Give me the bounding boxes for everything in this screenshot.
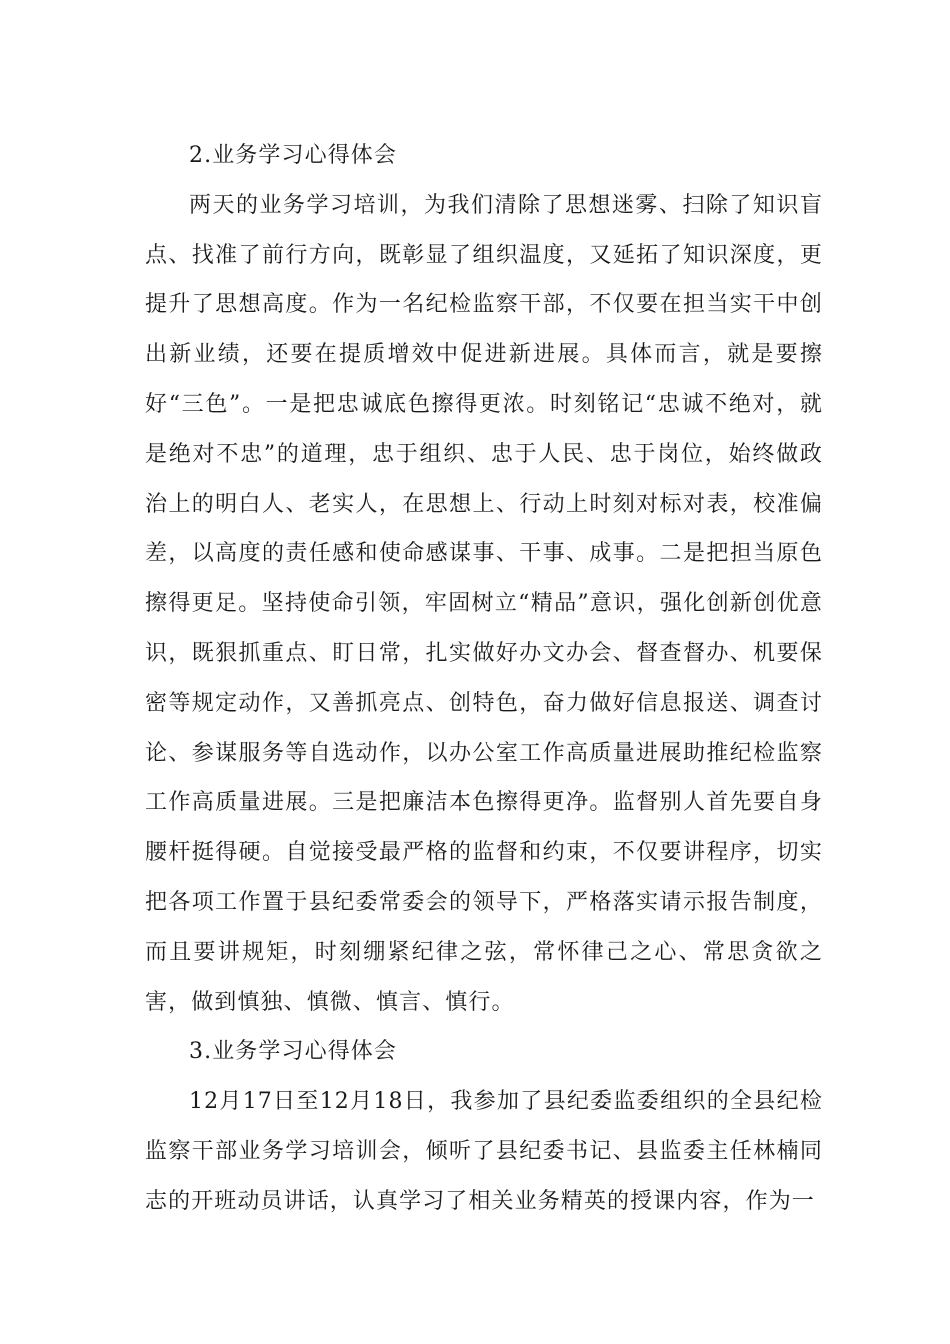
section-paragraph-2: 两天的业务学习培训，为我们清除了思想迷雾、扫除了知识盲点、找准了前行方向，既彰显了组织温度，又延拓了知识深度，更提升了思想高度。作为一名纪检监察干部，不仅要在担当实干中创出新业绩，还要在提质增效中促进新进展。具体而言，就是要擦好“三色”。一是把忠诚底色擦得更浓。时刻铭记“忠诚不绝对，就是绝对不忠”的道理，忠于组织、忠于人民、忠于岗位，始终做政治上的明白人、老实人，在思想上、行动上时刻对标对表，校准偏差，以高度的责任感和使命感谋事、干事、成事。二是把担当原色擦得更足。坚持使命引领，牢固树立“精品”意识，强化创新创优意识，既狠抓重点、盯日常，扎实做好办文办会、督查督办、机要保密等规定动作，又善抓亮点、创特色，奋力做好信息报送、调查讨论、参谋服务等自选动作，以办公室工作高质量进展助推纪检监察工作高质量进展。三是把廉洁本色擦得更净。监督别人首先要自身腰杆挺得硬。自觉接受最严格的监督和约束，不仅要讲程序，切实把各项工作置于县纪委常委会的领导下，严格落实请示报告制度，而且要讲规矩，时刻绷紧纪律之弦，常怀律己之心、常思贪欲之害，做到慎独、慎微、慎言、慎行。 bbox=[145, 192, 823, 1015]
document-body bbox=[145, 131, 823, 1227]
section-paragraph-3: 12月17日至12月18日，我参加了县纪委监委组织的全县纪检监察干部业务学习培训会，倾听了县纪委书记、县监委主任林楠同志的开班动员讲话，认真学习了相关业务精英的授课内容，作为一 bbox=[145, 1089, 823, 1214]
section-heading-2: 2.业务学习心得体会 bbox=[189, 143, 397, 168]
section-heading-3: 3.业务学习心得体会 bbox=[189, 1039, 397, 1065]
